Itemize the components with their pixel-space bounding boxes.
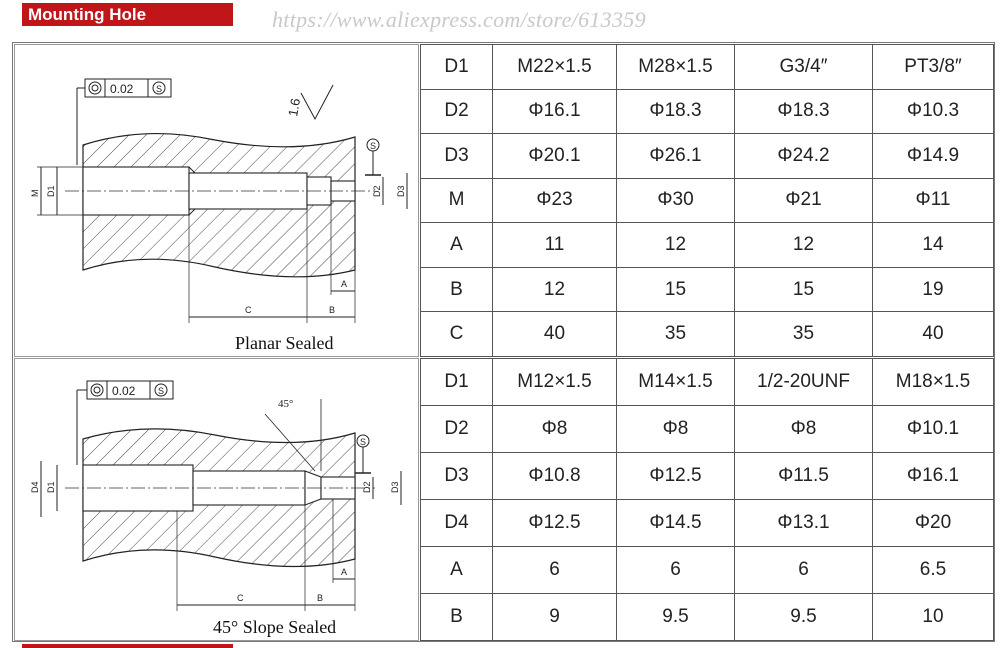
dim-c-label: C [245,305,252,315]
table-cell: M14×1.5 [617,359,735,406]
slope-sealed-drawing-panel [14,358,419,641]
row-label: D3 [421,453,493,500]
table-cell: Φ8 [735,406,873,453]
table-row [421,406,994,453]
row-label: A [421,547,493,594]
table-cell: Φ24.2 [735,134,873,179]
table-cell: Φ11.5 [735,453,873,500]
table-cell: Φ26.1 [617,134,735,179]
table-cell: Φ14.5 [617,500,735,547]
table-cell: 9.5 [735,594,873,641]
planar-sealed-caption: Planar Sealed [235,333,334,353]
section-title-bar [22,3,233,26]
row-label: D1 [421,359,493,406]
table-cell: Φ14.9 [873,134,994,179]
row-label: M [421,178,493,223]
table-cell: Φ18.3 [735,89,873,134]
table-cell: Φ23 [493,178,617,223]
row-label: D3 [421,134,493,179]
dim-d3-label: D3 [390,481,400,493]
table-cell: 6 [735,547,873,594]
table-row [421,267,994,312]
table-cell: M18×1.5 [873,359,994,406]
table-cell: 19 [873,267,994,312]
table-cell: 6 [493,547,617,594]
slope-sealed-drawing [15,359,420,642]
table-cell: 11 [493,223,617,268]
table-row [421,89,994,134]
table-cell: G3/4″ [735,45,873,90]
table-cell: Φ21 [735,178,873,223]
table-cell: Φ10.8 [493,453,617,500]
table-cell: Φ8 [493,406,617,453]
table-cell: 40 [873,312,994,357]
section-title: Mounting Hole [28,5,147,24]
dim-b-label: B [329,305,336,315]
dim-d3-label: D3 [396,185,406,197]
table-row [421,453,994,500]
row-label: D2 [421,406,493,453]
table-cell: Φ12.5 [493,500,617,547]
dim-m-label: M [30,189,40,197]
table-cell: 14 [873,223,994,268]
tolerance-value: 0.02 [110,82,134,96]
table-cell: M22×1.5 [493,45,617,90]
dim-d1-label: D1 [46,481,56,493]
table-row [421,594,994,641]
table-row [421,134,994,179]
angle-label: 45° [278,398,294,410]
dim-d4-label: D4 [30,481,40,493]
table-cell: 1/2-20UNF [735,359,873,406]
table-row [421,178,994,223]
table-cell: 10 [873,594,994,641]
row-label: C [421,312,493,357]
planar-sealed-drawing-panel [14,44,419,357]
planar-sealed-drawing [15,45,420,358]
table-cell: Φ20.1 [493,134,617,179]
dim-d1-label: D1 [46,185,56,197]
table-cell: Φ18.3 [617,89,735,134]
table-row [421,312,994,357]
planar-sealed-spec-table [420,44,994,357]
dim-d2-label: D2 [362,481,372,493]
table-row [421,547,994,594]
tolerance-symbol: S [158,386,165,396]
slope-sealed-spec-table [420,358,994,641]
table-cell: 15 [735,267,873,312]
table-cell: Φ13.1 [735,500,873,547]
table-cell: Φ16.1 [493,89,617,134]
table-cell: 6.5 [873,547,994,594]
table-cell: PT3/8″ [873,45,994,90]
row-label: B [421,267,493,312]
dim-d2-label: D2 [372,185,382,197]
table-cell: 15 [617,267,735,312]
roughness-value: 1.6 [285,97,304,118]
table-cell: 12 [735,223,873,268]
tolerance-symbol: S [156,84,163,94]
table-cell: 12 [493,267,617,312]
table-cell: Φ30 [617,178,735,223]
dim-a-label: A [341,567,348,577]
tolerance-value: 0.02 [112,384,136,398]
dim-c-label: C [237,593,244,603]
table-cell: Φ8 [617,406,735,453]
table-cell: Φ12.5 [617,453,735,500]
seal-surface-symbol: S [360,437,367,447]
table-cell: Φ16.1 [873,453,994,500]
table-cell: Φ10.3 [873,89,994,134]
table-cell: M12×1.5 [493,359,617,406]
table-cell: 12 [617,223,735,268]
table-cell: Φ10.1 [873,406,994,453]
table-cell: 40 [493,312,617,357]
table-row [421,359,994,406]
row-label: D4 [421,500,493,547]
table-cell: Φ20 [873,500,994,547]
row-label: B [421,594,493,641]
seal-surface-symbol: S [370,141,377,151]
dim-b-label: B [317,593,324,603]
store-watermark: https://www.aliexpress.com/store/613359 [272,7,646,32]
table-row [421,223,994,268]
row-label: D1 [421,45,493,90]
table-cell: 35 [617,312,735,357]
footer-accent-bar [22,644,233,648]
table-cell: 9.5 [617,594,735,641]
table-cell: 35 [735,312,873,357]
table-cell: Φ11 [873,178,994,223]
table-cell: M28×1.5 [617,45,735,90]
row-label: A [421,223,493,268]
table-row [421,45,994,90]
table-row [421,500,994,547]
slope-sealed-caption: 45° Slope Sealed [213,617,337,637]
table-cell: 6 [617,547,735,594]
dim-a-label: A [341,279,348,289]
row-label: D2 [421,89,493,134]
table-cell: 9 [493,594,617,641]
